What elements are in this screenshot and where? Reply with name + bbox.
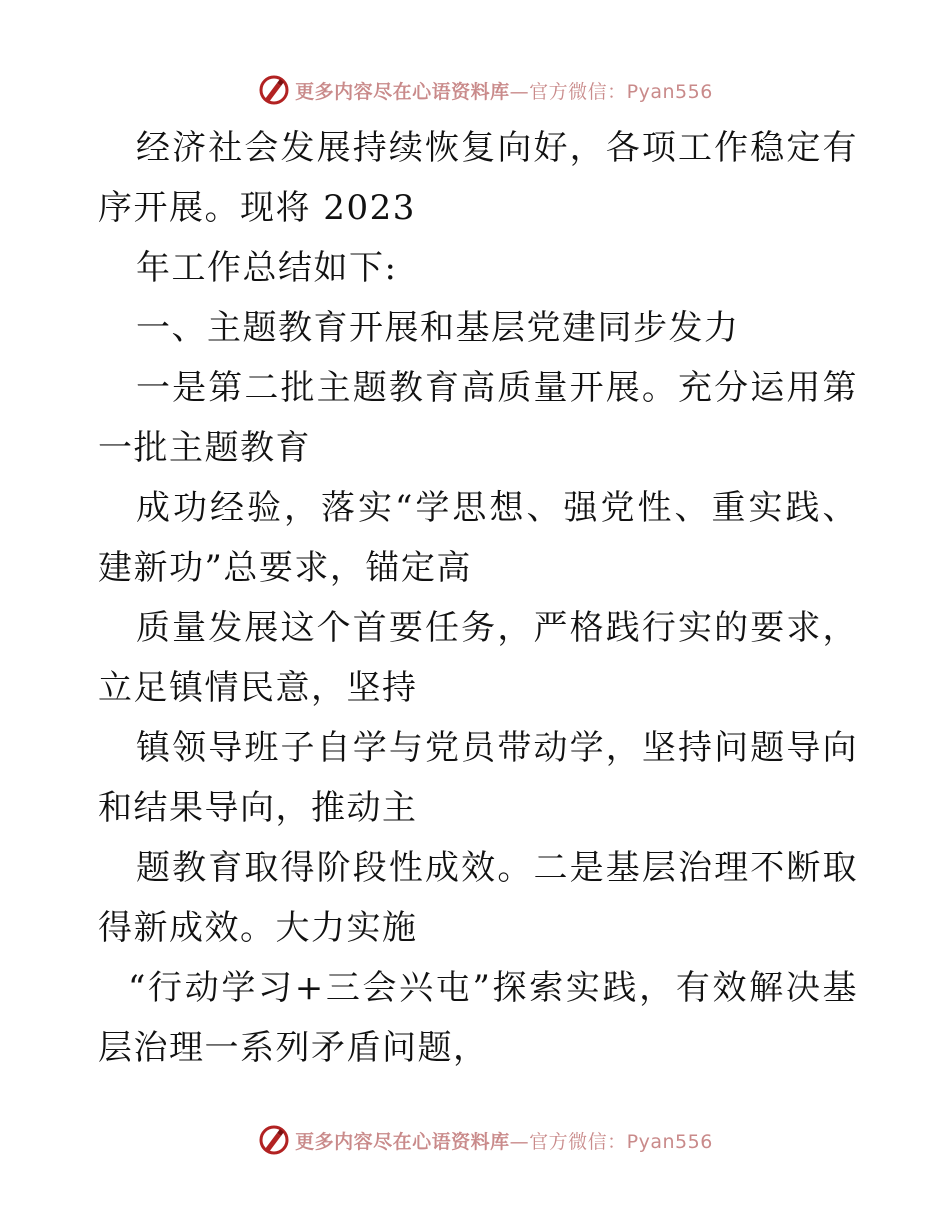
watermark-contact: 官方微信：Pyan556 (529, 80, 713, 103)
section-heading: 一、主题教育开展和基层党建同步发力 (136, 308, 740, 348)
paragraph: 题教育取得阶段性成效。二是基层治理不断取得新成效。大力实施 (98, 848, 858, 948)
footer-watermark (0, 1120, 950, 1160)
watermark-text (295, 77, 713, 104)
document-body (98, 118, 858, 1078)
paragraph: 经济社会发展持续恢复向好，各项工作稳定有序开展。现将 2023 (98, 128, 858, 228)
paragraph: “行动学习+三会兴屯”探索实践，有效解决基层治理一系列矛盾问题， (98, 968, 858, 1068)
watermark-contact: 官方微信：Pyan556 (529, 1130, 713, 1153)
watermark-text (295, 1127, 713, 1154)
paragraph: 一是第二批主题教育高质量开展。充分运用第一批主题教育 (98, 368, 858, 468)
watermark-brand: 更多内容尽在心语资料库 (295, 80, 510, 103)
watermark-dash: — (509, 80, 530, 103)
paragraph: 质量发展这个首要任务，严格践行实的要求，立足镇情民意，坚持 (98, 608, 858, 708)
paragraph: 镇领导班子自学与党员带动学，坚持问题导向和结果导向，推动主 (98, 728, 858, 828)
paragraph: 年工作总结如下: (136, 248, 398, 288)
watermark-brand: 更多内容尽在心语资料库 (295, 1130, 510, 1153)
pen-logo-icon (257, 1123, 291, 1157)
pen-logo-icon (257, 73, 291, 107)
header-watermark (0, 70, 950, 110)
watermark-dash: — (509, 1130, 530, 1153)
paragraph: 成功经验，落实“学思想、强党性、重实践、建新功”总要求，锚定高 (98, 488, 858, 588)
